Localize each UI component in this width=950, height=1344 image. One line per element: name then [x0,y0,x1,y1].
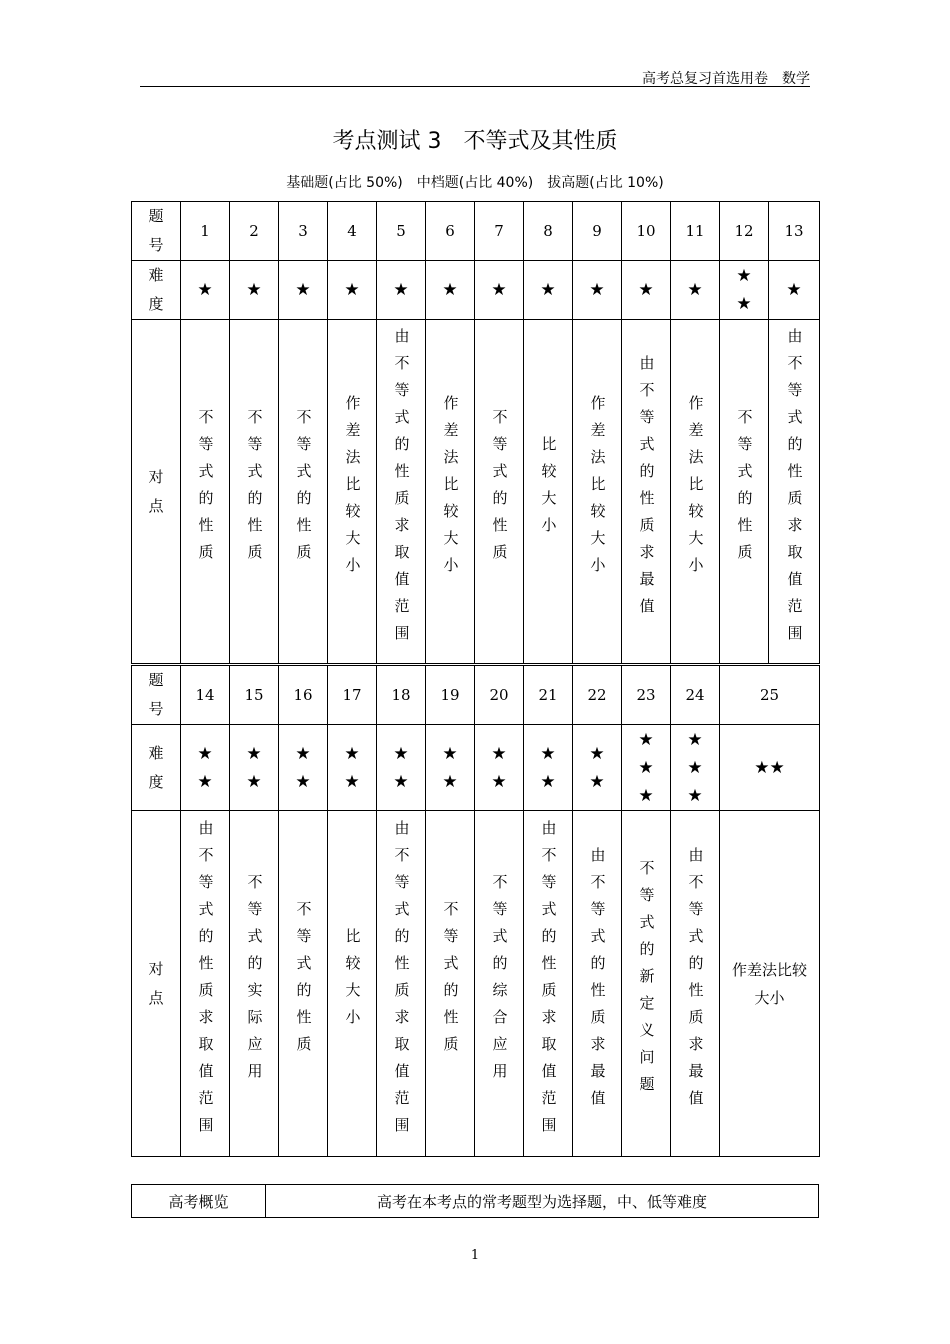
row-label-difficulty: 难度 [132,261,181,320]
overview-table [131,1184,819,1218]
cell-stars: ★ [573,261,622,320]
cell-number: 10 [622,202,671,261]
cell-topic: 不等式的新定义问题 [622,811,671,1157]
cell-stars: ★ [622,261,671,320]
cell-topic: 由不等式的性质求最值 [573,811,622,1157]
cell-number: 9 [573,202,622,261]
cell-number: 17 [328,665,377,725]
cell-topic: 不等式的性质 [279,811,328,1157]
row-topic-2 [132,811,820,1157]
row-number-1 [132,202,820,261]
cell-number: 15 [230,665,279,725]
cell-stars: ★★ [426,725,475,811]
cell-stars: ★ [475,261,524,320]
cell-topic: 不等式的性质 [181,320,230,665]
cell-stars: ★★ [181,725,230,811]
cell-number: 2 [230,202,279,261]
cell-topic: 由不等式的性质求取值范围 [524,811,573,1157]
overview-label: 高考概览 [132,1185,266,1218]
cell-topic: 作差法比较大小 [720,811,820,1157]
cell-stars: ★★ [279,725,328,811]
cell-topic: 作差法比较大小 [671,320,720,665]
cell-topic: 由不等式的性质求取值范围 [769,320,820,665]
cell-topic: 比较大小 [328,811,377,1157]
cell-stars: ★ [524,261,573,320]
cell-topic: 作差法比较大小 [573,320,622,665]
cell-topic: 比较大小 [524,320,573,665]
page-subtitle: 基础题(占比 50%) 中档题(占比 40%) 拔高题(占比 10%) [286,175,664,191]
cell-topic: 由不等式的性质求取值范围 [377,320,426,665]
cell-topic: 作差法比较大小 [426,320,475,665]
cell-stars: ★★★ [622,725,671,811]
cell-number: 5 [377,202,426,261]
cell-topic: 作差法比较大小 [328,320,377,665]
cell-topic: 由不等式的性质求最值 [671,811,720,1157]
row-label-topic: 对点 [132,320,181,665]
cell-topic: 由不等式的性质求取值范围 [377,811,426,1157]
cell-stars: ★★ [720,261,769,320]
cell-number: 4 [328,202,377,261]
cell-stars: ★ [671,261,720,320]
row-difficulty-2 [132,725,820,811]
cell-stars: ★★ [720,725,820,811]
cell-stars: ★★ [230,725,279,811]
cell-number: 12 [720,202,769,261]
row-topic-1 [132,320,820,665]
row-label-number: 题号 [132,202,181,261]
cell-number: 3 [279,202,328,261]
cell-topic: 不等式的性质 [230,320,279,665]
cell-stars: ★ [426,261,475,320]
row-number-2 [132,665,820,725]
cell-stars: ★ [769,261,820,320]
cell-stars: ★★ [377,725,426,811]
cell-topic: 由不等式的性质求取值范围 [181,811,230,1157]
cell-stars: ★ [328,261,377,320]
cell-number: 25 [720,665,820,725]
row-label-difficulty: 难度 [132,725,181,811]
cell-topic: 不等式的性质 [720,320,769,665]
cell-number: 13 [769,202,820,261]
cell-stars: ★ [230,261,279,320]
cell-number: 1 [181,202,230,261]
question-table [131,201,820,1157]
cell-stars: ★★ [475,725,524,811]
cell-stars: ★★ [328,725,377,811]
cell-topic: 不等式的实际应用 [230,811,279,1157]
cell-stars: ★★ [573,725,622,811]
cell-number: 19 [426,665,475,725]
cell-number: 14 [181,665,230,725]
row-difficulty-1 [132,261,820,320]
cell-number: 11 [671,202,720,261]
cell-stars: ★ [181,261,230,320]
cell-number: 6 [426,202,475,261]
cell-number: 22 [573,665,622,725]
cell-stars: ★ [377,261,426,320]
cell-number: 21 [524,665,573,725]
cell-number: 20 [475,665,524,725]
cell-topic: 不等式的性质 [426,811,475,1157]
cell-stars: ★★ [524,725,573,811]
cell-number: 16 [279,665,328,725]
page-title: 考点测试 3 不等式及其性质 [332,129,618,154]
cell-number: 8 [524,202,573,261]
header-text: 高考总复习首选用卷 数学 [642,71,810,87]
cell-number: 18 [377,665,426,725]
cell-topic: 由不等式的性质求最值 [622,320,671,665]
page-number: 1 [470,1248,480,1263]
header-rule [140,86,810,87]
cell-stars: ★ [279,261,328,320]
row-label-number: 题号 [132,665,181,725]
cell-topic: 不等式的性质 [279,320,328,665]
cell-topic: 不等式的综合应用 [475,811,524,1157]
cell-topic: 不等式的性质 [475,320,524,665]
overview-text: 高考在本考点的常考题型为选择题，中、低等难度 [266,1185,819,1218]
cell-stars: ★★★ [671,725,720,811]
cell-number: 7 [475,202,524,261]
cell-number: 24 [671,665,720,725]
row-label-topic: 对点 [132,811,181,1157]
cell-number: 23 [622,665,671,725]
